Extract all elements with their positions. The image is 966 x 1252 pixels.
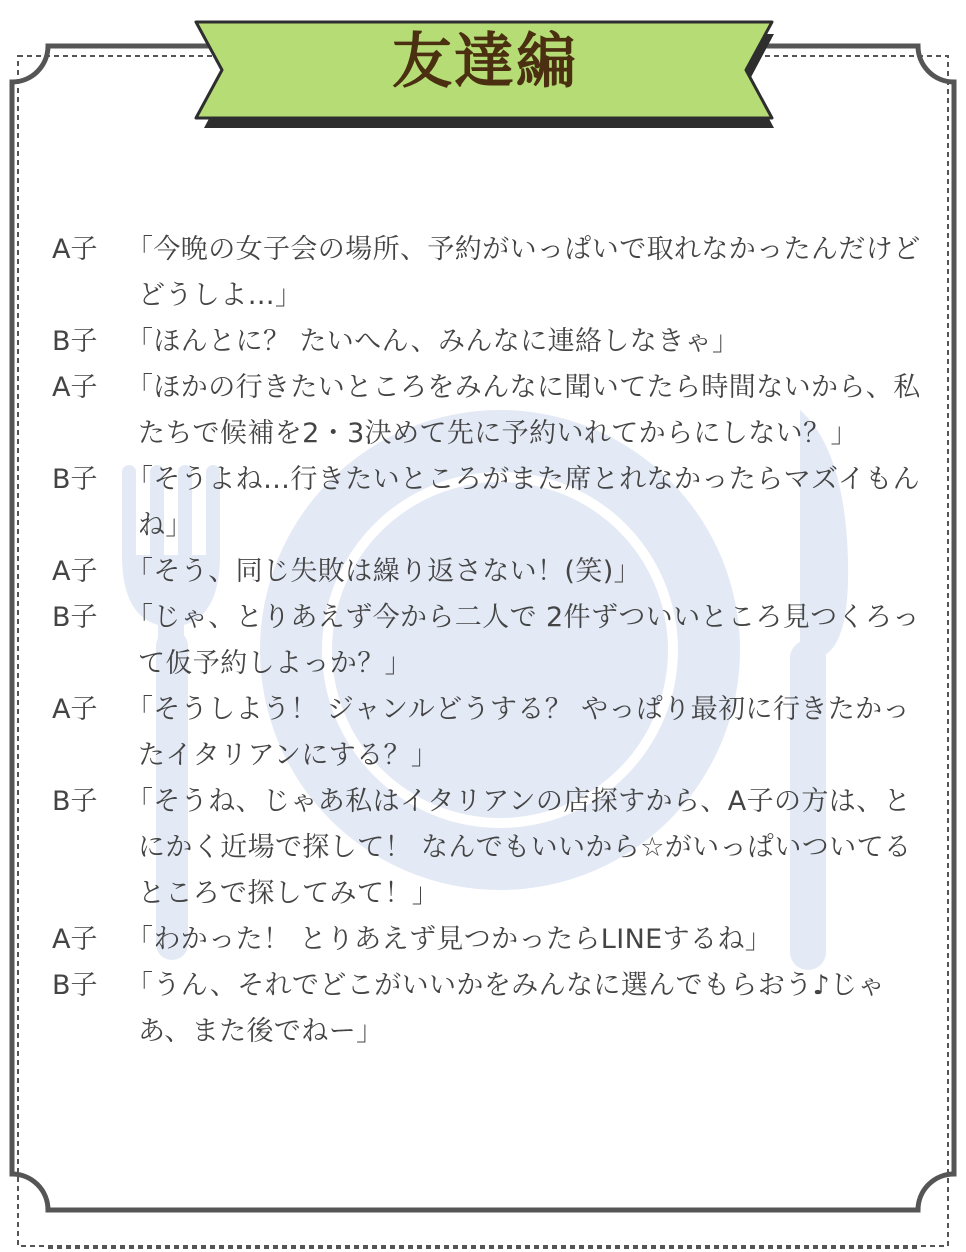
speaker-label: A子 — [52, 556, 98, 587]
speech-text: 「ほんとに？ たいへん、みんなに連絡しなきゃ」 — [126, 326, 740, 357]
speech-text: 「そう、同じ失敗は繰り返さない！(笑)」 — [126, 556, 642, 587]
speaker-label: B子 — [52, 326, 98, 357]
speaker-label: A子 — [52, 372, 98, 403]
speech-text: 「ほかの行きたいところをみんなに聞いてたら時間ないから、私たちで候補を2・3決めて先に予約いれてからにしない？」 — [126, 372, 921, 449]
dialogue-line — [52, 595, 924, 687]
speech-text: 「じゃ、とりあえず今から二人で 2件ずついいところ見つくろって仮予約しよっか？」 — [126, 602, 920, 679]
dialogue-line — [52, 687, 924, 779]
speech-text: 「そうよね…行きたいところがまた席とれなかったらマズイもんね」 — [126, 464, 921, 541]
dialogue-line — [52, 319, 924, 365]
speech-text: 「わかった！ とりあえず見つかったらLINEするね」 — [126, 924, 773, 955]
speech-text: 「うん、それでどこがいいかをみんなに選んでもらおう♪じゃあ、また後でねー」 — [126, 970, 886, 1047]
dialogue-line — [52, 549, 924, 595]
speaker-label: B子 — [52, 786, 98, 817]
dialogue-line — [52, 227, 924, 319]
page-title: 友達編 — [392, 27, 578, 97]
dialogue-line — [52, 917, 924, 963]
speaker-label: A子 — [52, 234, 98, 265]
speaker-label: A子 — [52, 924, 98, 955]
speech-text: 「そうね、じゃあ私はイタリアンの店探すから、A子の方は、とにかく近場で探して！ なんでもいいから☆がいっぱいついてるところで探してみて！」 — [126, 786, 912, 909]
speaker-label: B子 — [52, 602, 98, 633]
speaker-label: A子 — [52, 694, 98, 725]
speaker-label: B子 — [52, 464, 98, 495]
dialogue-line — [52, 963, 924, 1055]
dialogue-line — [52, 457, 924, 549]
dialogue-line — [52, 779, 924, 917]
speech-text: 「今晩の女子会の場所、予約がいっぱいで取れなかったんだけどどうしよ…」 — [126, 234, 921, 311]
dialogue-list — [52, 227, 924, 1055]
speaker-label: B子 — [52, 970, 98, 1001]
speech-text: 「そうしよう！ ジャンルどうする？ やっぱり最初に行きたかったイタリアンにする？」 — [126, 694, 910, 771]
dialogue-line — [52, 365, 924, 457]
